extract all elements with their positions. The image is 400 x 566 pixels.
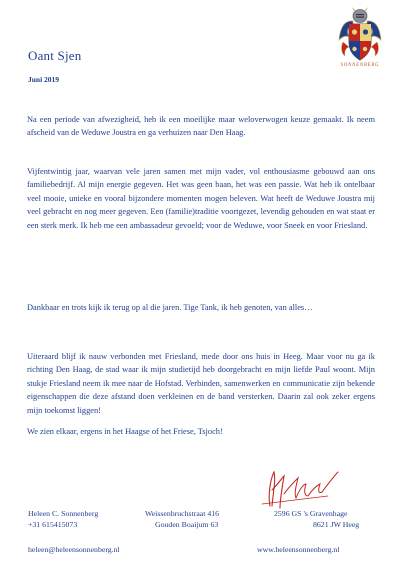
handwritten-signature-icon — [258, 466, 342, 512]
footer-street-heeg: Gouden Boaijum 63 — [155, 520, 219, 529]
letter-paragraph-4: Uiteraard blijf ik nauw verbonden met Friesland, mede door ons huis in Heeg. Maar voor nu ga ik richting Den Haag, de stad waar ik mijn studietijd heb doorgebracht en mijn liefde Paul woont. Mijn stukje Friesland neem ik mee naar de Hofstad. Verbinden, samenwerken en communicatie zijn bekende eigenschappen die deze afstand doen verkleinen en de band versterken. Daarin zal ook zeker ergens mijn toekomst liggen! — [27, 352, 375, 415]
brand-name: SONNENBERG — [340, 63, 380, 68]
footer-city-heeg: 8621 JW Heeg — [313, 520, 360, 529]
footer-website-link[interactable]: www.heleensonnenberg.nl — [257, 545, 340, 554]
footer-email-link[interactable]: heleen@heleensonnenberg.nl — [28, 545, 120, 554]
letter-paragraph-1: Na een periode van afwezigheid, heb ik een moeilijke maar weloverwogen keuze gemaakt. Ik neem afscheid van de Weduwe Joustra en ga verhuizen naar Den Haag. — [27, 115, 375, 138]
letter-paragraph-3: Dankbaar en trots kijk ik terug op al die jaren. Tige Tank, ik heb genoten, van alles… — [27, 303, 313, 312]
letter-paragraph-2: Vijfentwintig jaar, waarvan vele jaren samen met mijn vader, vol enthousiasme gebouwd aan ons familiebedrijf. Al mijn energie gegeven. Het was geen baan, het was een passie. Wat heb ik ontelbaar veel mooie, unieke en vooral bijzondere momenten mogen beleven. Wat heeft de Weduwe Joustra mij veel gebracht en nog meer gegeven. Een (familie)traditie voortgezet, levendig gehouden en wat staat er een sterk merk. Ik heb me een ambassadeur gevoeld; voor de Weduwe, voor Sneek en voor Friesland. — [27, 167, 375, 230]
footer-city-den-haag: 2596 GS 's Gravenhage — [274, 509, 348, 518]
family-crest-icon — [337, 6, 383, 64]
footer-street-den-haag: Weissenbruchstraat 416 — [145, 509, 220, 518]
letter-salutation: Oant Sjen — [28, 48, 82, 63]
letter-paragraph-5: We zien elkaar, ergens in het Haagse of het Friese, Tsjoch! — [27, 427, 223, 436]
footer-name: Heleen C. Sonnenberg — [28, 509, 99, 518]
footer-phone[interactable]: +31 615415073 — [28, 520, 78, 529]
letter-date: Juni 2019 — [28, 75, 60, 84]
